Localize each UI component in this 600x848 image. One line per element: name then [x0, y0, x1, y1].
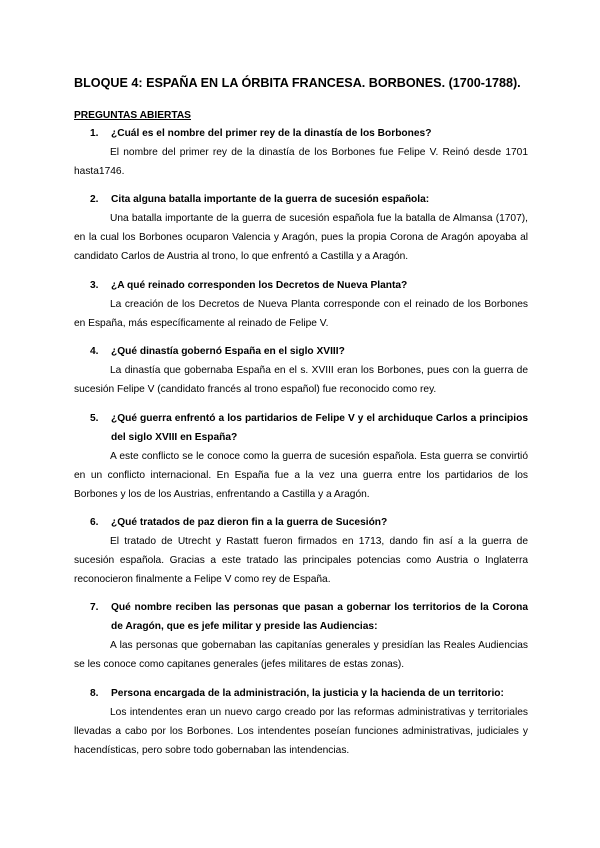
question-number: 4. — [90, 346, 99, 357]
answer-text: La creación de los Decretos de Nueva Planta corresponde con el reinado de los Borbones en España, más específicamente al reinado de Felipe V. — [74, 299, 528, 329]
question-item-3 — [74, 276, 528, 333]
answer-text: El tratado de Utrecht y Rastatt fueron firmados en 1713, dando fin así a la guerra de sucesión española. Gracias a este tratado las principales potencias como Austria o Inglaterra reconocieron finalmente a Felipe V como rey de España. — [74, 536, 528, 585]
answer-text: Los intendentes eran un nuevo cargo creado por las reformas administrativas y territoriales llevadas a cabo por los Borbones. Los intendentes poseían funciones administrativas, judiciales y hacendísticas, pero sobre todo gobernaban las intendencias. — [74, 707, 528, 756]
question-number: 3. — [90, 280, 99, 291]
question-number: 1. — [90, 128, 99, 139]
question-text: ¿Qué dinastía gobernó España en el siglo XVIII? — [111, 346, 345, 357]
question-item-4 — [74, 342, 528, 399]
question-item-5 — [74, 409, 528, 504]
page-title: BLOQUE 4: ESPAÑA EN LA ÓRBITA FRANCESA. BORBONES. (1700-1788). — [74, 76, 521, 90]
question-item-2 — [74, 190, 528, 266]
answer-text: El nombre del primer rey de la dinastía de los Borbones fue Felipe V. Reinó desde 1701 hasta1746. — [74, 147, 528, 177]
answer-text: Una batalla importante de la guerra de sucesión española fue la batalla de Almansa (1707), en la cual los Borbones ocuparon Valencia y Aragón, pues la propia Corona de Aragón apoyaba al candidato Carlos de Austria al trono, lo que enfrentó a Castilla y a Aragón. — [74, 213, 528, 262]
question-item-6 — [74, 513, 528, 589]
question-number: 5. — [90, 413, 99, 424]
question-text: Qué nombre reciben las personas que pasan a gobernar los territorios de la Corona de Aragón, que es jefe militar y preside las Audiencias: — [111, 602, 528, 632]
question-text: ¿Cuál es el nombre del primer rey de la dinastía de los Borbones? — [111, 128, 432, 139]
question-text: ¿A qué reinado corresponden los Decretos de Nueva Planta? — [111, 280, 408, 291]
answer-text: A este conflicto se le conoce como la guerra de sucesión española. Esta guerra se convirtió en un conflicto internacional. En España fue a la vez una guerra entre los partidarios de los Borbones y los de los Austrias, enfrentando a Castilla y a Aragón. — [74, 451, 528, 500]
question-text: ¿Qué tratados de paz dieron fin a la guerra de Sucesión? — [111, 517, 388, 528]
question-item-1 — [74, 124, 528, 181]
question-number: 8. — [90, 688, 99, 699]
question-number: 6. — [90, 517, 99, 528]
question-number: 7. — [90, 602, 99, 613]
question-text: ¿Qué guerra enfrentó a los partidarios de Felipe V y el archiduque Carlos a principios del siglo XVIII en España? — [111, 413, 528, 443]
question-text: Cita alguna batalla importante de la guerra de sucesión española: — [111, 194, 430, 205]
answer-text: A las personas que gobernaban las capitanías generales y presidían las Reales Audiencias se les conoce como capitanes generales (jefes militares de estas zonas). — [74, 640, 528, 670]
answer-text: La dinastía que gobernaba España en el s. XVIII eran los Borbones, pues con la guerra de sucesión Felipe V (candidato francés al trono español) fue reconocido como rey. — [74, 365, 528, 395]
section-heading: PREGUNTAS ABIERTAS — [74, 110, 191, 121]
question-number: 2. — [90, 194, 99, 205]
question-item-7 — [74, 598, 528, 674]
question-text: Persona encargada de la administración, la justicia y la hacienda de un territorio: — [111, 688, 504, 699]
question-item-8 — [74, 684, 528, 760]
